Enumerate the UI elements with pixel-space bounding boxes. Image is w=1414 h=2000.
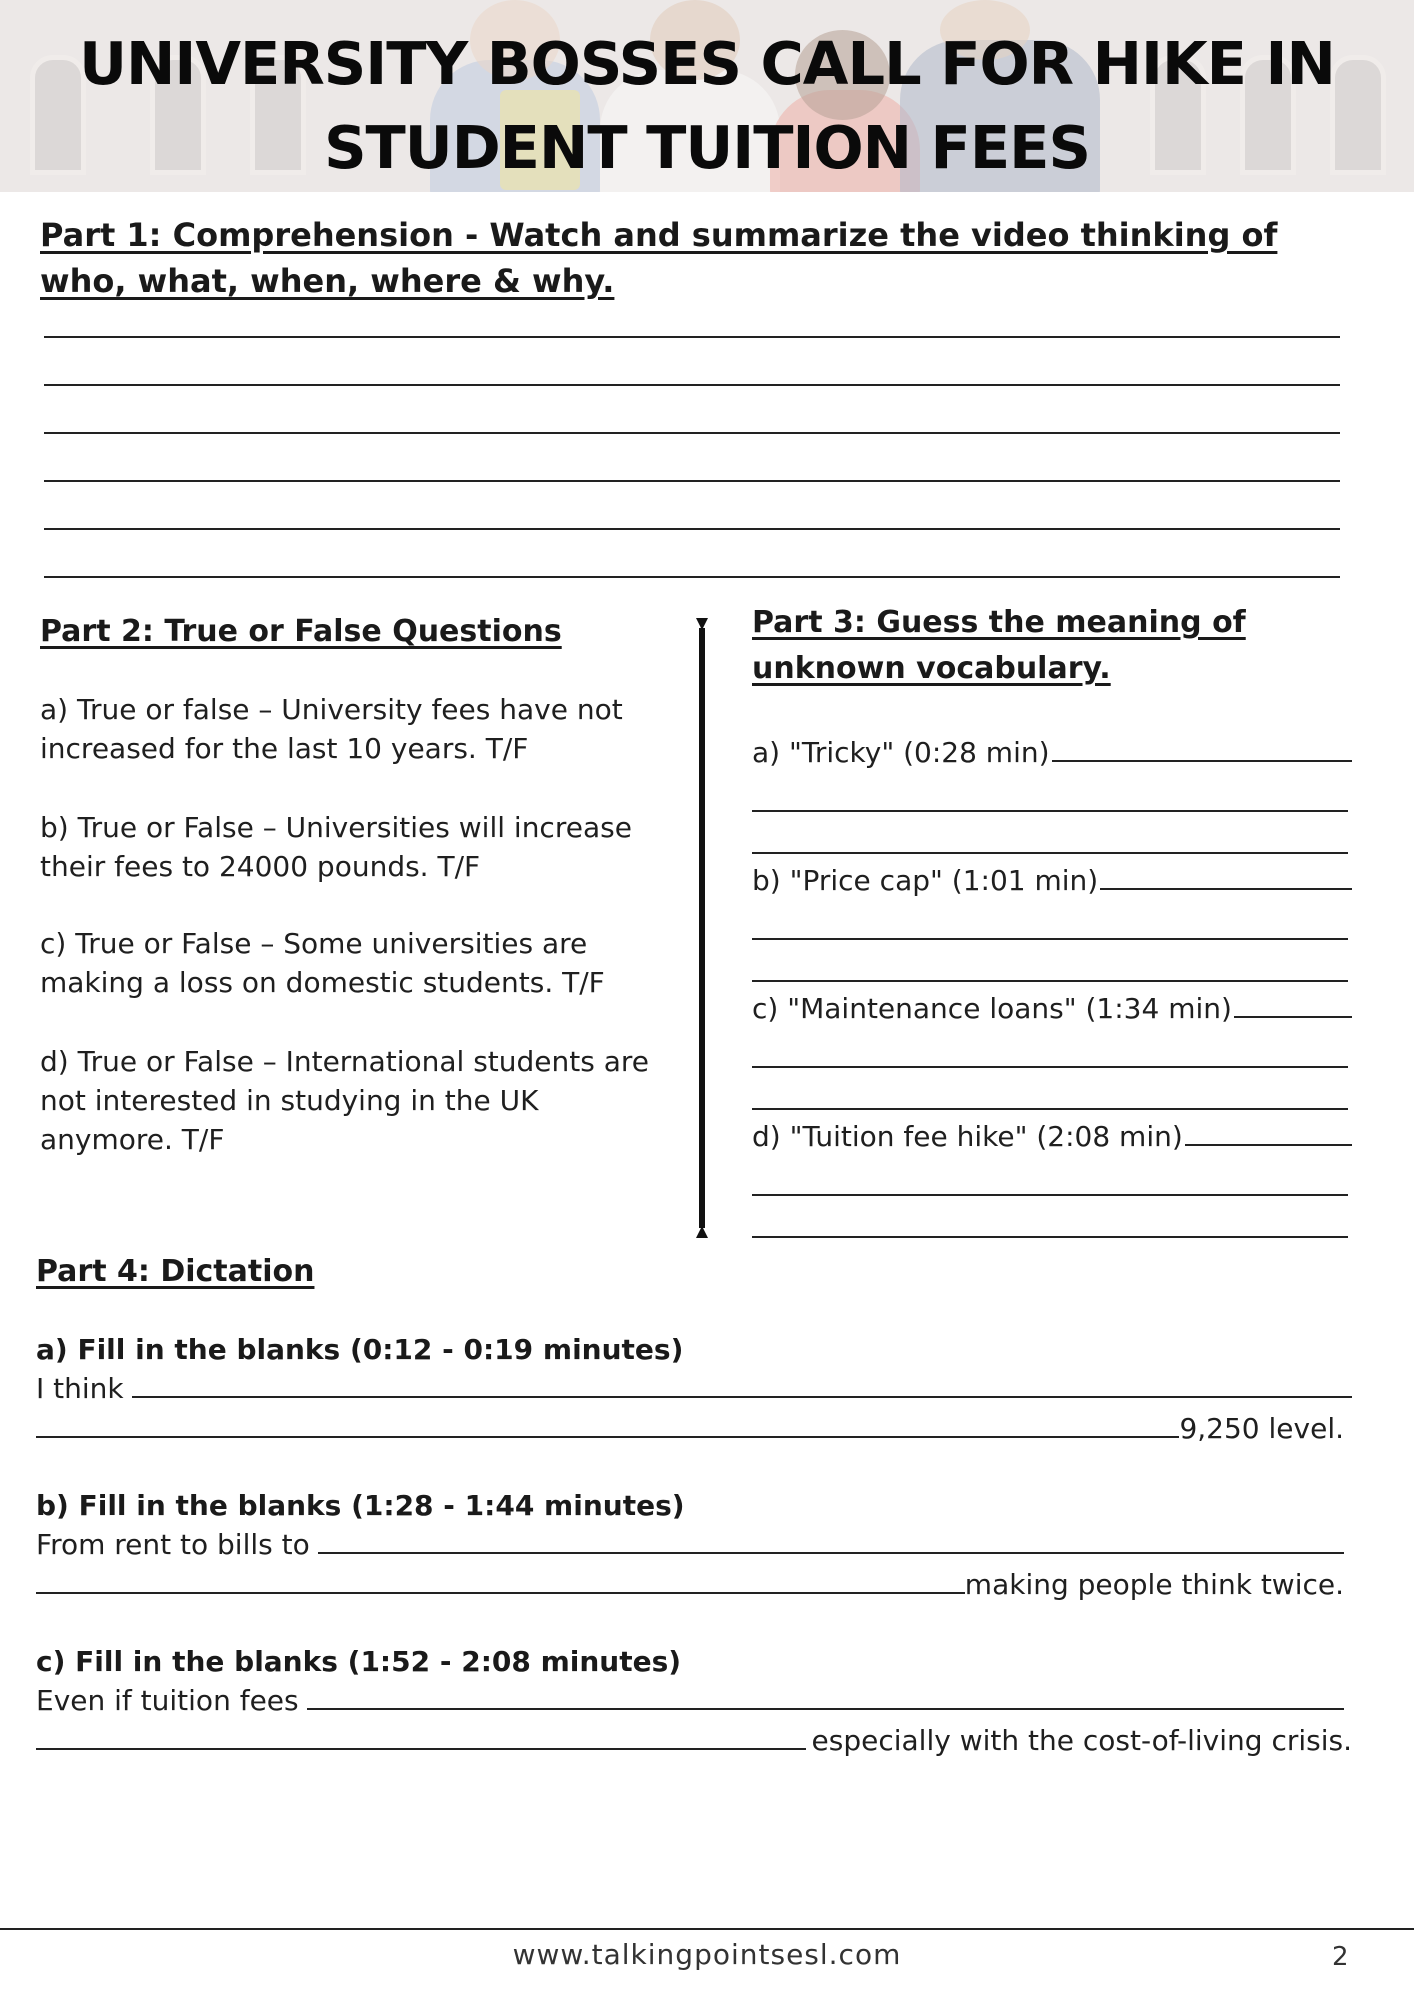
- vocab-item-d: [752, 1118, 1352, 1155]
- footer-divider: [0, 1928, 1414, 1930]
- page-title: [0, 22, 1414, 190]
- part4-heading: Part 4: Dictation: [36, 1254, 315, 1289]
- vocab-item-c: [752, 990, 1352, 1027]
- dictation-line-b1: [36, 1526, 1344, 1564]
- title-line-1: UNIVERSITY BOSSES CALL FOR HIKE IN: [79, 29, 1335, 98]
- vocab-answer-line[interactable]: [752, 852, 1348, 854]
- vocab-term: b) "Price cap" (1:01 min): [752, 864, 1099, 897]
- vocab-term: a) "Tricky" (0:28 min): [752, 736, 1050, 769]
- vocab-answer-line[interactable]: [752, 1194, 1348, 1196]
- dictation-start-text: Even if tuition fees: [36, 1684, 299, 1717]
- answer-line[interactable]: [44, 480, 1340, 482]
- part2-heading: Part 2: True or False Questions: [40, 614, 562, 649]
- dictation-line-c2: [36, 1722, 1352, 1760]
- dictation-line-c1: [36, 1682, 1344, 1720]
- page-number: 2: [1332, 1942, 1349, 1972]
- answer-line[interactable]: [44, 528, 1340, 530]
- true-false-question-c: c) True or False – Some universities are making a loss on domestic students. T/F: [40, 927, 605, 999]
- vocab-answer-line[interactable]: [752, 1108, 1348, 1110]
- true-false-question-a: a) True or false – University fees have not increased for the last 10 years. T/F: [40, 693, 623, 765]
- vocab-answer-blank[interactable]: [1185, 1118, 1352, 1146]
- vocab-answer-line[interactable]: [752, 938, 1348, 940]
- vocab-answer-line[interactable]: [752, 980, 1348, 982]
- dictation-line-a2: [36, 1410, 1344, 1448]
- dictation-blank[interactable]: [36, 1722, 806, 1750]
- vocab-answer-line[interactable]: [752, 1066, 1348, 1068]
- dictation-end-text: 9,250 level.: [1179, 1412, 1344, 1445]
- answer-line[interactable]: [44, 384, 1340, 386]
- divider-cap-bottom: [696, 1226, 708, 1238]
- title-line-2: STUDENT TUITION FEES: [324, 113, 1090, 182]
- vocab-answer-blank[interactable]: [1234, 990, 1352, 1018]
- dictation-start-text: I think: [36, 1372, 124, 1405]
- dictation-end-text: especially with the cost-of-living crisis.: [811, 1724, 1352, 1757]
- answer-line[interactable]: [44, 576, 1340, 578]
- true-false-question-b: b) True or False – Universities will increase their fees to 24000 pounds. T/F: [40, 811, 632, 883]
- dictation-blank[interactable]: [36, 1566, 965, 1594]
- dictation-blank[interactable]: [132, 1370, 1352, 1398]
- vocab-answer-line[interactable]: [752, 810, 1348, 812]
- answer-line[interactable]: [44, 336, 1340, 338]
- dictation-heading-b: b) Fill in the blanks (1:28 - 1:44 minutes): [36, 1489, 685, 1522]
- header-banner: [0, 0, 1414, 192]
- divider-bar: [699, 628, 705, 1228]
- dictation-start-text: From rent to bills to: [36, 1528, 310, 1561]
- dictation-line-b2: [36, 1566, 1344, 1604]
- true-false-question-d: d) True or False – International students are not interested in studying in the UK anymore. T/F: [40, 1045, 650, 1156]
- answer-line[interactable]: [44, 432, 1340, 434]
- vocab-term: c) "Maintenance loans" (1:34 min): [752, 992, 1232, 1025]
- part1-heading: Part 1: Comprehension - Watch and summarize the video thinking of who, what, when, where & why.: [40, 216, 1278, 300]
- vocab-term: d) "Tuition fee hike" (2:08 min): [752, 1120, 1183, 1153]
- dictation-heading-a: a) Fill in the blanks (0:12 - 0:19 minutes): [36, 1333, 684, 1366]
- dictation-blank[interactable]: [307, 1682, 1344, 1710]
- vocab-item-b: [752, 862, 1352, 899]
- vocab-answer-blank[interactable]: [1100, 862, 1352, 890]
- dictation-end-text: making people think twice.: [964, 1568, 1344, 1601]
- vocab-answer-line[interactable]: [752, 1236, 1348, 1238]
- part3-heading: Part 3: Guess the meaning of unknown vocabulary.: [752, 605, 1246, 686]
- dictation-heading-c: c) Fill in the blanks (1:52 - 2:08 minutes): [36, 1645, 682, 1678]
- column-divider: [696, 618, 708, 1238]
- dictation-blank[interactable]: [318, 1526, 1344, 1554]
- vocab-item-a: [752, 734, 1352, 771]
- dictation-blank[interactable]: [36, 1410, 1179, 1438]
- footer-website: www.talkingpointsesl.com: [512, 1938, 902, 1971]
- dictation-line-a1: [36, 1370, 1352, 1408]
- vocab-answer-blank[interactable]: [1052, 734, 1352, 762]
